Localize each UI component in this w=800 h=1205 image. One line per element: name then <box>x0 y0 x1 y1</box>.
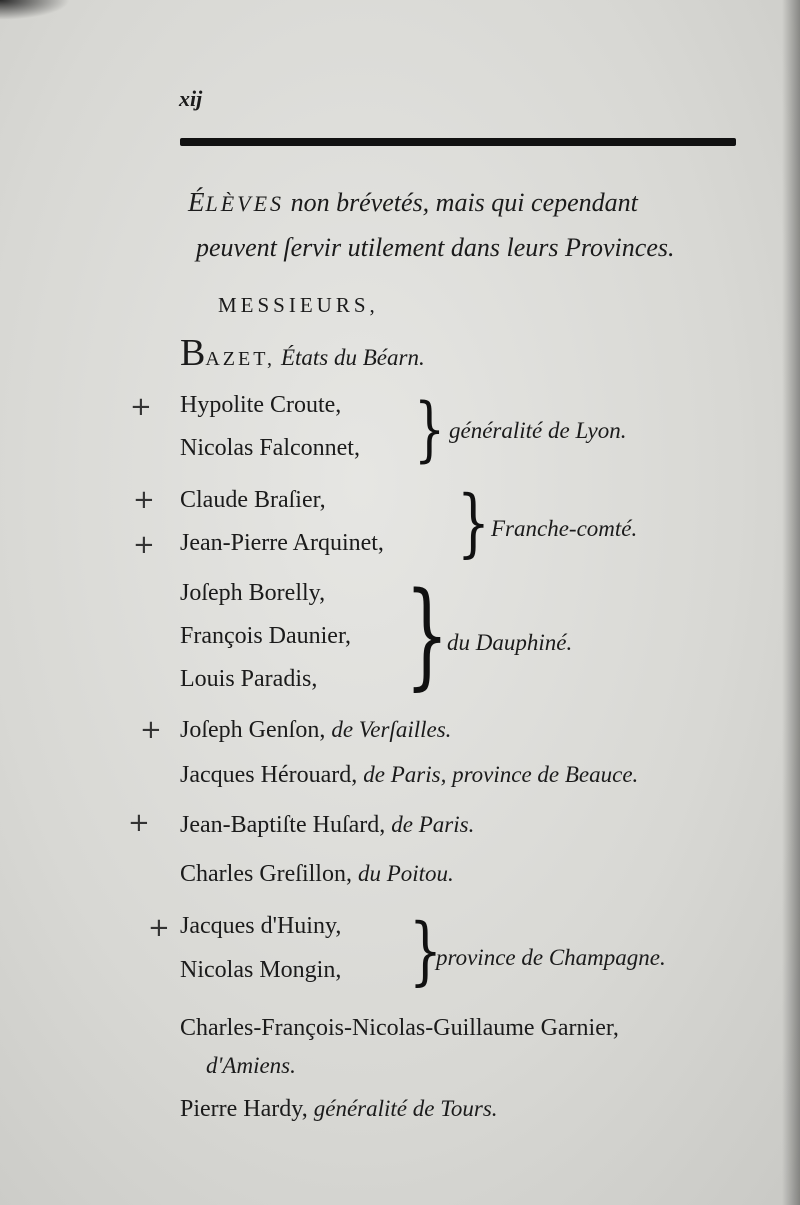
entry-name: Jacques Hérouard, <box>180 762 358 788</box>
entry-mongin: Nicolas Mongin, <box>180 957 342 983</box>
entry-name: Jean-Baptiſte Huſard, <box>180 812 386 838</box>
entry-name: Pierre Hardy, <box>180 1096 308 1122</box>
entry-hardy <box>180 1096 498 1123</box>
cross-mark: + <box>130 392 152 422</box>
entry-huiny: Jacques d'Huiny, <box>180 913 342 939</box>
salutation: MESSIEURS, <box>218 293 379 317</box>
header-rule <box>180 138 736 146</box>
entry-name: AZET, <box>205 348 275 370</box>
entry-place: de Verſailles. <box>331 717 452 742</box>
group-label-lyon: généralité de Lyon. <box>449 418 627 443</box>
entry-croute: Hypolite Croute, <box>180 392 342 418</box>
page-number: xij <box>179 86 203 111</box>
group-label-champagne: province de Champagne. <box>436 945 666 970</box>
entry-paradis: Louis Paradis, <box>180 666 318 692</box>
group-label-dauphine: du Dauphiné. <box>447 630 573 655</box>
brace: } <box>405 568 449 702</box>
entry-gresillon <box>180 861 454 888</box>
entry-name: Joſeph Genſon, <box>180 717 326 743</box>
cross-mark: + <box>133 485 155 515</box>
entry-place: de Paris, province de Beauce. <box>363 762 639 787</box>
entry-place: généralité de Tours. <box>313 1096 498 1121</box>
heading-line-2: peuvent ſervir utilement dans leurs Provinces. <box>196 233 675 262</box>
entry-place: d'Amiens. <box>206 1053 296 1078</box>
heading-initial: É <box>188 187 206 217</box>
entry-genson <box>180 717 451 744</box>
cross-mark: + <box>133 530 155 560</box>
page-corner-shadow <box>0 0 70 20</box>
entry-place: du Poitou. <box>357 861 454 886</box>
entry-herouard <box>180 762 638 789</box>
cross-mark: + <box>128 808 150 838</box>
cross-mark: + <box>148 913 170 943</box>
entry-place: de Paris. <box>391 812 475 837</box>
entry-place: États du Béarn. <box>280 345 425 370</box>
drop-initial: B <box>180 332 206 374</box>
entry-garnier: Charles-François-Nicolas-Guillaume Garnier, <box>180 1015 619 1041</box>
entry-name: Charles Greſillon, <box>180 861 352 887</box>
page-edge-shadow <box>782 0 800 1205</box>
heading-word: LÈVES <box>205 191 285 216</box>
brace: } <box>409 908 442 994</box>
heading-line-1: non brévetés, mais qui cependant <box>284 188 638 217</box>
entry-brasier: Claude Braſier, <box>180 487 326 513</box>
entry-bazet <box>180 331 425 375</box>
entry-falconnet: Nicolas Falconnet, <box>180 435 360 461</box>
brace: } <box>457 480 490 566</box>
entry-daunier: François Daunier, <box>180 623 351 649</box>
brace: } <box>414 388 446 470</box>
group-label-franche-comte: Franche-comté. <box>491 516 638 541</box>
cross-mark: + <box>140 715 162 745</box>
entry-husard <box>180 812 474 839</box>
entry-arquinet: Jean-Pierre Arquinet, <box>180 530 384 556</box>
entry-garnier-place <box>206 1053 296 1080</box>
entry-borelly: Joſeph Borelly, <box>180 580 326 606</box>
section-heading <box>188 180 748 270</box>
